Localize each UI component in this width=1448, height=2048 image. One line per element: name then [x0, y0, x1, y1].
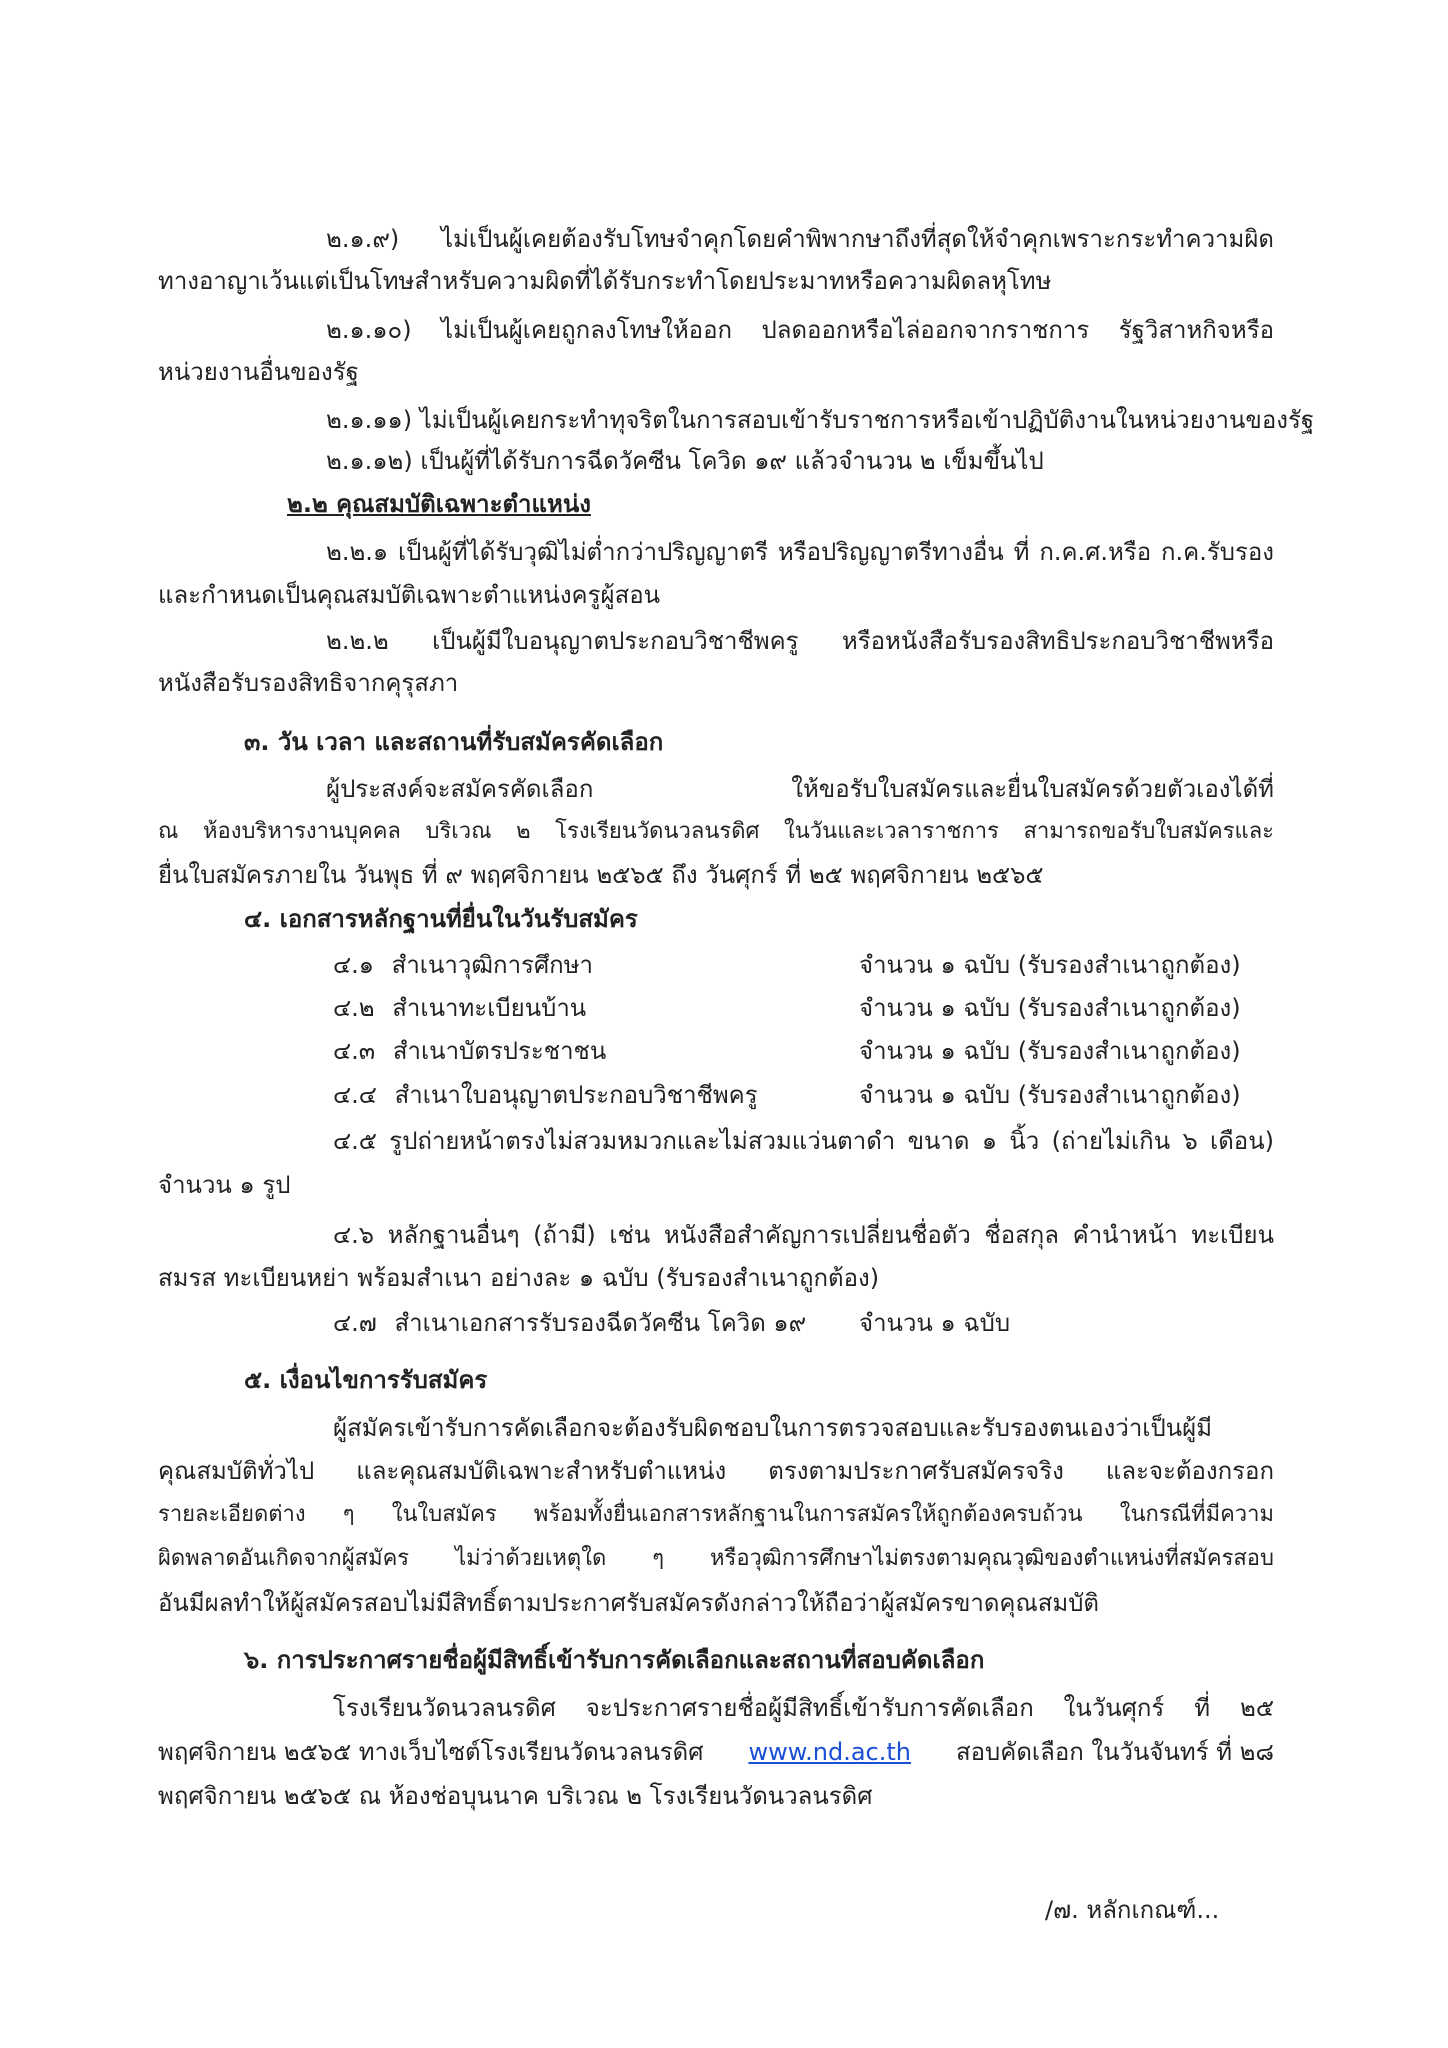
doc-item-4-3 — [333, 1034, 1278, 1068]
doc-item-number: ๔.๔ — [333, 1081, 377, 1109]
section-5-line5: อันมีผลทำให้ผู้สมัครสอบไม่มีสิทธิ์ตามประกาศรับสมัครดังกล่าวให้ถือว่าผู้สมัครขาดคุณสมบัติ — [158, 1589, 1100, 1617]
school-website-link[interactable]: www.nd.ac.th — [748, 1738, 911, 1766]
doc-item-4-5-line1: ๔.๕ รูปถ่ายหน้าตรงไม่สวมหมวกและไม่สวมแว่นตาดำ ขนาด ๑ นิ้ว (ถ่ายไม่เกิน ๖ เดือน) — [333, 1127, 1274, 1155]
section-6-line2-text: พฤศจิกายน ๒๕๖๕ ทางเว็บไซต์โรงเรียนวัดนวลนรดิศ — [158, 1738, 704, 1766]
page-continuation-footer: /๗. หลักเกณฑ์... — [1045, 1896, 1220, 1924]
clause-2-1-9-line1: ๒.๑.๙) ไม่เป็นผู้เคยต้องรับโทษจำคุกโดยคำพิพากษาถึงที่สุดให้จำคุกเพราะกระทำความผิด — [326, 225, 1274, 253]
doc-item-4-2 — [333, 991, 1278, 1025]
doc-item-text: สำเนาทะเบียนบ้าน — [392, 994, 587, 1022]
doc-item-4-4 — [333, 1078, 1278, 1112]
doc-item-number: ๔.๒ — [333, 994, 375, 1022]
section-5-heading: ๕. เงื่อนไขการรับสมัคร — [244, 1366, 488, 1394]
section-3-heading: ๓. วัน เวลา และสถานที่รับสมัครคัดเลือก — [244, 728, 664, 756]
doc-item-text: สำเนาใบอนุญาตประกอบวิชาชีพครู — [394, 1081, 758, 1109]
doc-item-qty: จำนวน ๑ ฉบับ (รับรองสำเนาถูกต้อง) — [859, 951, 1241, 979]
section-6-line2-text-end: สอบคัดเลือก ในวันจันทร์ ที่ ๒๘ — [955, 1738, 1274, 1766]
section-5-line2: คุณสมบัติทั่วไป และคุณสมบัติเฉพาะสำหรับตำแหน่ง ตรงตามประกาศรับสมัครจริง และจะต้องกรอก — [158, 1457, 1274, 1485]
section-5-line1: ผู้สมัครเข้ารับการคัดเลือกจะต้องรับผิดชอบในการตรวจสอบและรับรองตนเองว่าเป็นผู้มี — [333, 1414, 1213, 1442]
section-3-line1: ผู้ประสงค์จะสมัครคัดเลือก ให้ขอรับใบสมัครและยื่นใบสมัครด้วยตัวเองได้ที่ — [326, 775, 1274, 803]
doc-item-qty: จำนวน ๑ ฉบับ (รับรองสำเนาถูกต้อง) — [859, 1037, 1241, 1065]
doc-item-text: สำเนาบัตรประชาชน — [392, 1037, 607, 1065]
clause-2-1-10-line2: หน่วยงานอื่นของรัฐ — [158, 358, 359, 386]
clause-2-2-1-line2: และกำหนดเป็นคุณสมบัติเฉพาะตำแหน่งครูผู้สอน — [158, 581, 661, 609]
clause-2-1-11: ๒.๑.๑๑) ไม่เป็นผู้เคยกระทำทุจริตในการสอบเข้ารับราชการหรือเข้าปฏิบัติงานในหน่วยงานของรัฐ — [326, 406, 1315, 434]
doc-item-text: สำเนาวุฒิการศึกษา — [391, 951, 593, 979]
clause-2-2-2-line2: หนังสือรับรองสิทธิจากคุรุสภา — [158, 669, 459, 697]
doc-item-qty: จำนวน ๑ ฉบับ (รับรองสำเนาถูกต้อง) — [859, 1081, 1241, 1109]
doc-item-number: ๔.๗ — [333, 1309, 377, 1337]
clause-2-2-2-line1: ๒.๒.๒ เป็นผู้มีใบอนุญาตประกอบวิชาชีพครู หรือหนังสือรับรองสิทธิประกอบวิชาชีพหรือ — [326, 627, 1274, 655]
section-3-line2: ณ ห้องบริหารงานบุคคล บริเวณ ๒ โรงเรียนวัดนวลนรดิศ ในวันและเวลาราชการ สามารถขอรับใบสมัครและ — [158, 819, 1274, 844]
doc-item-qty: จำนวน ๑ ฉบับ — [859, 1309, 1011, 1337]
section-6-line2 — [158, 1735, 1274, 1769]
doc-item-4-5-line2: จำนวน ๑ รูป — [158, 1171, 291, 1199]
doc-item-number: ๔.๓ — [333, 1037, 376, 1065]
section-5-line3: รายละเอียดต่าง ๆ ในใบสมัคร พร้อมทั้งยื่นเอกสารหลักฐานในการสมัครให้ถูกต้องครบถ้วน ในกรณีที่มีความ — [158, 1502, 1274, 1527]
section-5-line4: ผิดพลาดอันเกิดจากผู้สมัคร ไม่ว่าด้วยเหตุใด ๆ หรือวุฒิการศึกษาไม่ตรงตามคุณวุฒิของตำแหน่งที่สมัครสอบ — [158, 1546, 1274, 1571]
doc-item-text: สำเนาเอกสารรับรองฉีดวัคซีน โควิด ๑๙ — [394, 1309, 807, 1337]
section-6-heading: ๖. การประกาศรายชื่อผู้มีสิทธิ์เข้ารับการคัดเลือกและสถานที่สอบคัดเลือก — [244, 1646, 985, 1674]
doc-item-4-7 — [333, 1306, 1278, 1340]
clause-2-1-10-line1: ๒.๑.๑๐) ไม่เป็นผู้เคยถูกลงโทษให้ออก ปลดออกหรือไล่ออกจากราชการ รัฐวิสาหกิจหรือ — [326, 316, 1274, 344]
section-2-2-heading: ๒.๒ คุณสมบัติเฉพาะตำแหน่ง — [287, 490, 591, 518]
section-6-line1: โรงเรียนวัดนวลนรดิศ จะประกาศรายชื่อผู้มีสิทธิ์เข้ารับการคัดเลือก ในวันศุกร์ ที่ ๒๕ — [333, 1694, 1274, 1722]
clause-2-1-9-line2: ทางอาญาเว้นแต่เป็นโทษสำหรับความผิดที่ได้รับกระทำโดยประมาทหรือความผิดลหุโทษ — [158, 267, 1052, 295]
section-6-line3: พฤศจิกายน ๒๕๖๕ ณ ห้องช่อบุนนาค บริเวณ ๒ โรงเรียนวัดนวลนรดิศ — [158, 1782, 873, 1810]
doc-item-number: ๔.๑ — [333, 951, 375, 979]
doc-item-4-6-line2: สมรส ทะเบียนหย่า พร้อมสำเนา อย่างละ ๑ ฉบับ (รับรองสำเนาถูกต้อง) — [158, 1264, 880, 1292]
doc-item-4-6-line1: ๔.๖ หลักฐานอื่นๆ (ถ้ามี) เช่น หนังสือสำคัญการเปลี่ยนชื่อตัว ชื่อสกุล คำนำหน้า ทะเบียน — [333, 1221, 1274, 1249]
section-4-heading: ๔. เอกสารหลักฐานที่ยื่นในวันรับสมัคร — [244, 905, 638, 933]
doc-item-4-1 — [333, 948, 1278, 982]
clause-2-2-1-line1: ๒.๒.๑ เป็นผู้ที่ได้รับวุฒิไม่ต่ำกว่าปริญญาตรี หรือปริญญาตรีทางอื่น ที่ ก.ค.ศ.หรือ ก.ค.รับรอง — [326, 538, 1274, 566]
clause-2-1-12: ๒.๑.๑๒) เป็นผู้ที่ได้รับการฉีดวัคซีน โควิด ๑๙ แล้วจำนวน ๒ เข็มขึ้นไป — [326, 447, 1044, 475]
doc-item-qty: จำนวน ๑ ฉบับ (รับรองสำเนาถูกต้อง) — [859, 994, 1241, 1022]
section-3-line3: ยื่นใบสมัครภายใน วันพุธ ที่ ๙ พฤศจิกายน ๒๕๖๕ ถึง วันศุกร์ ที่ ๒๕ พฤศจิกายน ๒๕๖๕ — [158, 861, 1044, 889]
